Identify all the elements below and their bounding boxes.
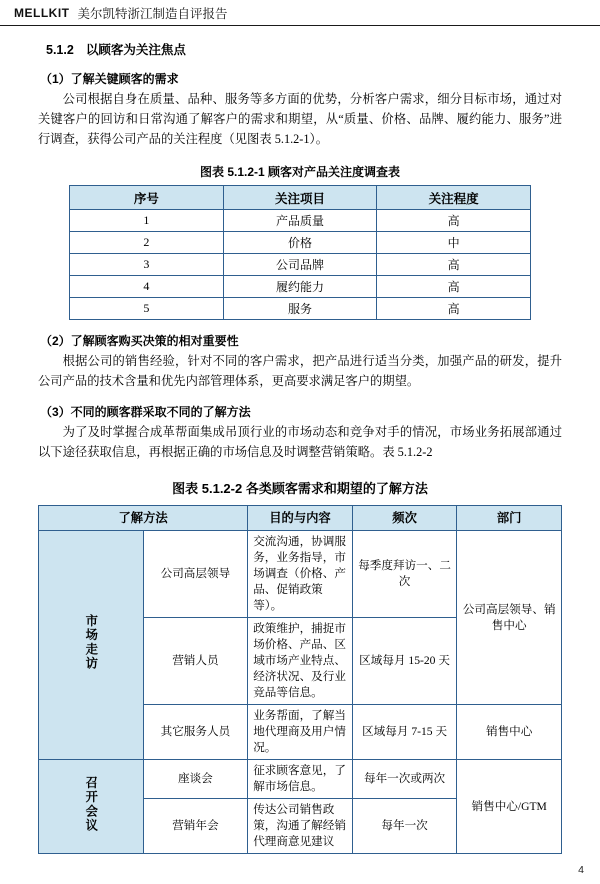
cell-frequency: 每季度拜访一、二次 [352, 531, 457, 618]
cell-department: 销售中心 [457, 705, 562, 760]
table-2-col-header-content: 目的与内容 [248, 506, 353, 531]
table-1-col-header-item: 关注项目 [223, 186, 377, 210]
subsection-3-heading: （3）不同的顾客群采取不同的了解方法 [40, 405, 251, 419]
cell-index: 3 [70, 254, 224, 276]
cell-item: 服务 [223, 298, 377, 320]
group-label-meetings [39, 760, 144, 854]
header-title: 美尔凯特浙江制造自评报告 [77, 6, 228, 21]
cell-level: 高 [377, 210, 531, 232]
cell-method: 其它服务人员 [143, 705, 248, 760]
section-number: 5.1.2 [46, 43, 74, 57]
cell-index: 1 [70, 210, 224, 232]
page-header [0, 0, 600, 26]
subsection-2-paragraph: 根据公司的销售经验，针对不同的客户需求，把产品进行适当分类，加强产品的研发，提升公司产品的技术含量和优先内部管理体系，更高要求满足客户的期望。 [38, 354, 562, 388]
page-number: 4 [578, 864, 584, 876]
cell-item: 公司品牌 [223, 254, 377, 276]
table-row [39, 760, 562, 799]
table-row [39, 531, 562, 618]
table-2-col-header-frequency: 频次 [352, 506, 457, 531]
cell-index: 4 [70, 276, 224, 298]
cell-frequency: 区域每月 15-20 天 [352, 618, 457, 705]
cell-frequency: 每年一次或两次 [352, 760, 457, 799]
subsection-3-paragraph: 为了及时掌握合成革帮面集成吊顶行业的市场动态和竞争对手的情况，市场业务拓展部通过以下途径获取信息，再根据正确的市场信息及时调整营销策略。表 5.1.2-2 [38, 425, 562, 459]
customer-understanding-methods-table [38, 505, 562, 854]
cell-item: 履约能力 [223, 276, 377, 298]
table-2-col-header-department: 部门 [457, 506, 562, 531]
subsection-1-heading: （1）了解关键顾客的需求 [40, 72, 179, 86]
cell-method: 公司高层领导 [143, 531, 248, 618]
group-label-text: 召开会议 [83, 775, 98, 834]
cell-content: 政策维护，捕捉市场价格、产品、区域市场产业特点、经济状况、及行业竞品等信息。 [248, 618, 353, 705]
table-2-caption: 图表 5.1.2-2 各类顾客需求和期望的了解方法 [172, 481, 428, 496]
group-label-text: 市场走访 [83, 614, 98, 672]
table-1-col-header-level: 关注程度 [377, 186, 531, 210]
table-header-row [39, 506, 562, 531]
cell-department: 销售中心/GTM [457, 760, 562, 854]
section-title: 以顾客为关注焦点 [85, 43, 186, 57]
brand-logo: MELLKIT [14, 5, 70, 20]
table-1-col-header-index: 序号 [70, 186, 224, 210]
section-heading [38, 40, 562, 58]
table-row [70, 254, 531, 276]
cell-index: 2 [70, 232, 224, 254]
cell-level: 高 [377, 298, 531, 320]
table-1-caption: 图表 5.1.2-1 顾客对产品关注度调查表 [199, 165, 401, 179]
cell-item: 产品质量 [223, 210, 377, 232]
customer-focus-table [69, 185, 531, 320]
subsection-1-paragraph: 公司根据自身在质量、品种、服务等多方面的优势，分析客户需求，细分目标市场，通过对关键客户的回访和日常沟通了解客户的需求和期望，从“质量、价格、品牌、履约能力、服务”进行调查，获得公司产品的关注程度（见图表 5.1.2-1）。 [38, 92, 562, 146]
cell-content: 征求顾客意见，了解市场信息。 [248, 760, 353, 799]
cell-method: 营销年会 [143, 799, 248, 854]
cell-frequency: 每年一次 [352, 799, 457, 854]
cell-method: 营销人员 [143, 618, 248, 705]
subsection-2-heading: （2）了解顾客购买决策的相对重要性 [40, 334, 239, 348]
cell-content: 传达公司销售政策，沟通了解经销代理商意见建议 [248, 799, 353, 854]
cell-content: 业务帮面，了解当地代理商及用户情况。 [248, 705, 353, 760]
cell-item: 价格 [223, 232, 377, 254]
group-label-market-visit [39, 531, 144, 760]
cell-method: 座谈会 [143, 760, 248, 799]
table-row [70, 276, 531, 298]
table-header-row [70, 186, 531, 210]
cell-department: 公司高层领导、销售中心 [457, 531, 562, 705]
cell-content: 交流沟通，协调服务，业务指导，市场调查（价格、产品、促销政策等）。 [248, 531, 353, 618]
table-row [70, 210, 531, 232]
table-2-col-header-method: 了解方法 [39, 506, 248, 531]
table-row [70, 298, 531, 320]
cell-level: 高 [377, 254, 531, 276]
cell-level: 中 [377, 232, 531, 254]
cell-frequency: 区域每月 7-15 天 [352, 705, 457, 760]
cell-level: 高 [377, 276, 531, 298]
table-row [70, 232, 531, 254]
cell-index: 5 [70, 298, 224, 320]
